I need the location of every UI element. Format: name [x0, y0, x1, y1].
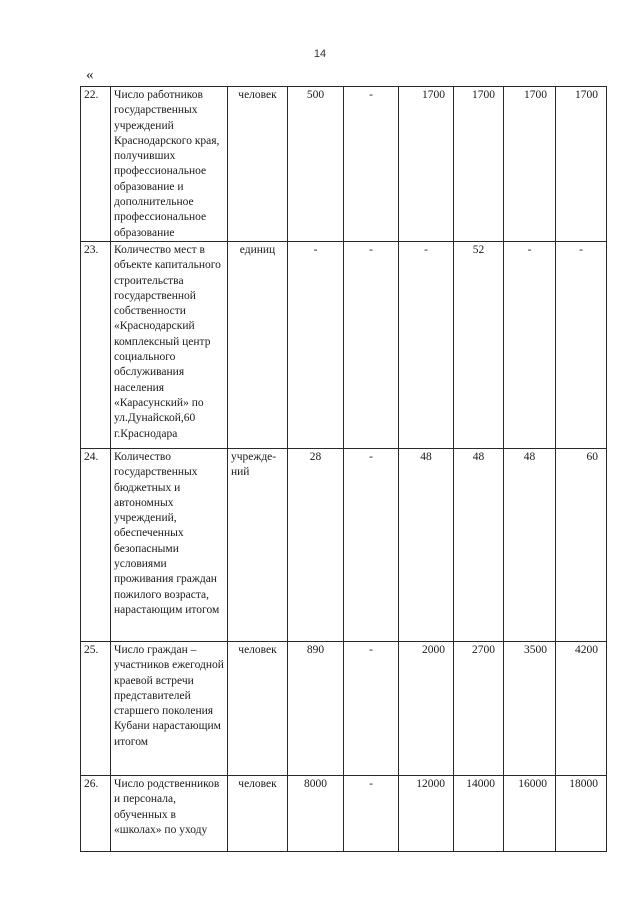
opening-quote: « — [86, 67, 94, 83]
value-cell: - — [344, 241, 399, 448]
value-cell: 48 — [454, 448, 504, 641]
value-cell: 2700 — [454, 641, 504, 775]
table-row — [81, 448, 607, 641]
unit-cell: человек — [228, 641, 288, 775]
value-cell: 2000 — [399, 641, 454, 775]
value-cell: - — [344, 775, 399, 851]
indicator-name: Количество мест в объекте капитального строительства государственной собственности «Краснодарский комплексный центр социального обслуживания населения «Карасунский» по ул.Дунайской,60 г.Краснодара — [111, 241, 228, 448]
value-cell: - — [344, 87, 399, 242]
indicator-name: Число работников государственных учреждений Краснодарского края, получивших профессиональное образование и дополнительное профессиональное образование — [111, 87, 228, 242]
indicator-name: Количество государственных бюджетных и автономных учреждений, обеспеченных безопасными условиями проживания граждан пожилого возраста, нарастающим итогом — [111, 448, 228, 641]
value-cell: 1700 — [399, 87, 454, 242]
row-number: 24. — [81, 448, 111, 641]
value-cell: 8000 — [288, 775, 344, 851]
value-cell: 14000 — [454, 775, 504, 851]
value-cell: 1700 — [556, 87, 607, 242]
value-cell: 48 — [504, 448, 556, 641]
unit-cell: человек — [228, 87, 288, 242]
value-cell: - — [288, 241, 344, 448]
table-row — [81, 775, 607, 851]
row-number: 22. — [81, 87, 111, 242]
unit-cell: учрежде-ний — [228, 448, 288, 641]
indicator-name: Число родственников и персонала, обученных в «школах» по уходу — [111, 775, 228, 851]
row-number: 26. — [81, 775, 111, 851]
indicator-name: Число граждан – участников ежегодной краевой встречи представителей старшего поколения Кубани нарастающим итогом — [111, 641, 228, 775]
row-number: 25. — [81, 641, 111, 775]
value-cell: 28 — [288, 448, 344, 641]
value-cell: 4200 — [556, 641, 607, 775]
table-row — [81, 241, 607, 448]
unit-cell: человек — [228, 775, 288, 851]
value-cell: 16000 — [504, 775, 556, 851]
value-cell: - — [556, 241, 607, 448]
value-cell: - — [504, 241, 556, 448]
value-cell: - — [344, 448, 399, 641]
value-cell: - — [344, 641, 399, 775]
table-row — [81, 641, 607, 775]
value-cell: 1700 — [504, 87, 556, 242]
value-cell: 1700 — [454, 87, 504, 242]
value-cell: 12000 — [399, 775, 454, 851]
row-number: 23. — [81, 241, 111, 448]
value-cell: 60 — [556, 448, 607, 641]
indicators-table — [80, 86, 607, 852]
value-cell: - — [399, 241, 454, 448]
value-cell: 500 — [288, 87, 344, 242]
value-cell: 3500 — [504, 641, 556, 775]
unit-cell: единиц — [228, 241, 288, 448]
value-cell: 890 — [288, 641, 344, 775]
table-row — [81, 87, 607, 242]
value-cell: 18000 — [556, 775, 607, 851]
page-number: 14 — [313, 48, 327, 60]
value-cell: 52 — [454, 241, 504, 448]
value-cell: 48 — [399, 448, 454, 641]
